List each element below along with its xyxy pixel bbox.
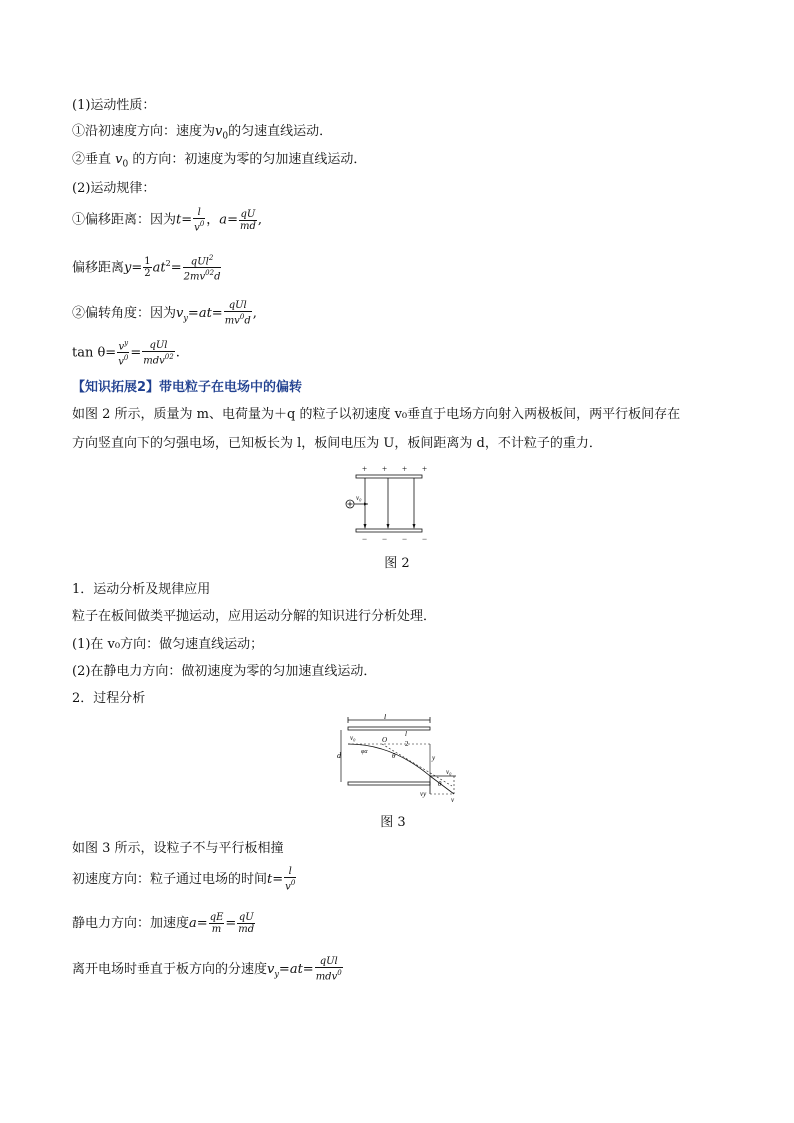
figure-2-diagram bbox=[338, 462, 438, 544]
svg-text:−: − bbox=[422, 534, 428, 544]
svg-text:v: v bbox=[451, 796, 455, 804]
figure-3-diagram bbox=[332, 714, 462, 804]
svg-text:v₀: v₀ bbox=[350, 734, 356, 742]
svg-text:−: − bbox=[402, 534, 408, 544]
subsection-1: 1．运动分析及规律应用 bbox=[72, 582, 211, 597]
formula-time: 初速度方向：粒子通过电场的时间t= $\frac{l}{v^0}$ bbox=[72, 866, 296, 893]
subsection-1-item-2: (2)在静电力方向：做初速度为零的匀加速直线运动． bbox=[72, 664, 377, 679]
svg-text:−: − bbox=[382, 534, 388, 544]
svg-text:2: 2 bbox=[405, 740, 409, 748]
svg-text:l: l bbox=[384, 714, 387, 721]
figure-2-caption: 图 2 bbox=[384, 556, 410, 571]
figure-3-intro: 如图 3 所示，设粒子不与平行板相撞 bbox=[72, 841, 284, 856]
svg-text:θ: θ bbox=[392, 752, 396, 760]
svg-text:φα: φα bbox=[361, 749, 368, 755]
line-motion-nature: (1)运动性质： bbox=[72, 98, 156, 113]
svg-text:v₀: v₀ bbox=[356, 494, 362, 502]
line-initial-direction: ①沿初速度方向：速度为$v_0$的匀速直线运动． bbox=[72, 124, 333, 142]
formula-offset: ①偏移距离：因为t= $\frac{l}{v^0}$ ，a= $\frac{qU}{md}$ , bbox=[72, 207, 262, 234]
svg-text:+: + bbox=[382, 464, 388, 474]
subsection-1-item-1: (1)在 v₀方向：做匀速直线运动； bbox=[72, 637, 264, 652]
svg-text:l: l bbox=[405, 730, 407, 738]
svg-text:d: d bbox=[337, 751, 341, 760]
formula-tan: tan θ= $\frac{v^y}{v^0}$ = $\frac{\text{qUl}}{mdv^{02}}$ . bbox=[72, 339, 180, 368]
paragraph-line-2: 方向竖直向下的匀强电场，已知板长为 l，板间电压为 U，板间距离为 d，不计粒子的重力． bbox=[72, 436, 602, 451]
svg-text:vy: vy bbox=[420, 790, 427, 798]
figure-3-caption: 图 3 bbox=[380, 815, 406, 830]
formula-vy: 离开电场时垂直于板方向的分速度$v_y=at=$ $\frac{\text{qUl}}{mdv^0}$ bbox=[72, 956, 342, 983]
line-motion-law: (2)运动规律： bbox=[72, 181, 156, 196]
svg-text:−: − bbox=[362, 534, 368, 544]
subsection-2: 2．过程分析 bbox=[72, 691, 146, 706]
formula-offset-y: 偏移距离y= $\frac{1}{2}$ $at^2=$ $\frac{qUl^2}{2mv^{02}d}$ bbox=[72, 254, 221, 283]
svg-text:+: + bbox=[422, 464, 428, 474]
svg-text:O: O bbox=[382, 736, 388, 744]
formula-angle: ②偏转角度：因为$v_y=at=$ $\frac{\text{qUl}}{mv^0d}$ , bbox=[72, 300, 257, 327]
paragraph-line-1: 如图 2 所示，质量为 m、电荷量为＋q 的粒子以初速度 v₀垂直于电场方向射入两极板间，两平行板间存在 bbox=[72, 407, 681, 422]
section-heading: 【知识拓展2】带电粒子在电场中的偏转 bbox=[72, 380, 303, 395]
formula-acceleration: 静电力方向：加速度a= $\frac{qE}{m}$ = $\frac{qU}{md}$ bbox=[72, 912, 255, 935]
line-perpendicular: ②垂直 $v_0$ 的方向：初速度为零的匀加速直线运动． bbox=[72, 152, 367, 170]
svg-text:+: + bbox=[362, 464, 368, 474]
svg-text:θ: θ bbox=[438, 780, 442, 788]
svg-text:v₀: v₀ bbox=[446, 768, 452, 776]
subsection-1-text: 粒子在板间做类平抛运动，应用运动分解的知识进行分析处理． bbox=[72, 609, 437, 624]
svg-text:y: y bbox=[432, 754, 436, 762]
svg-text:+: + bbox=[402, 464, 408, 474]
